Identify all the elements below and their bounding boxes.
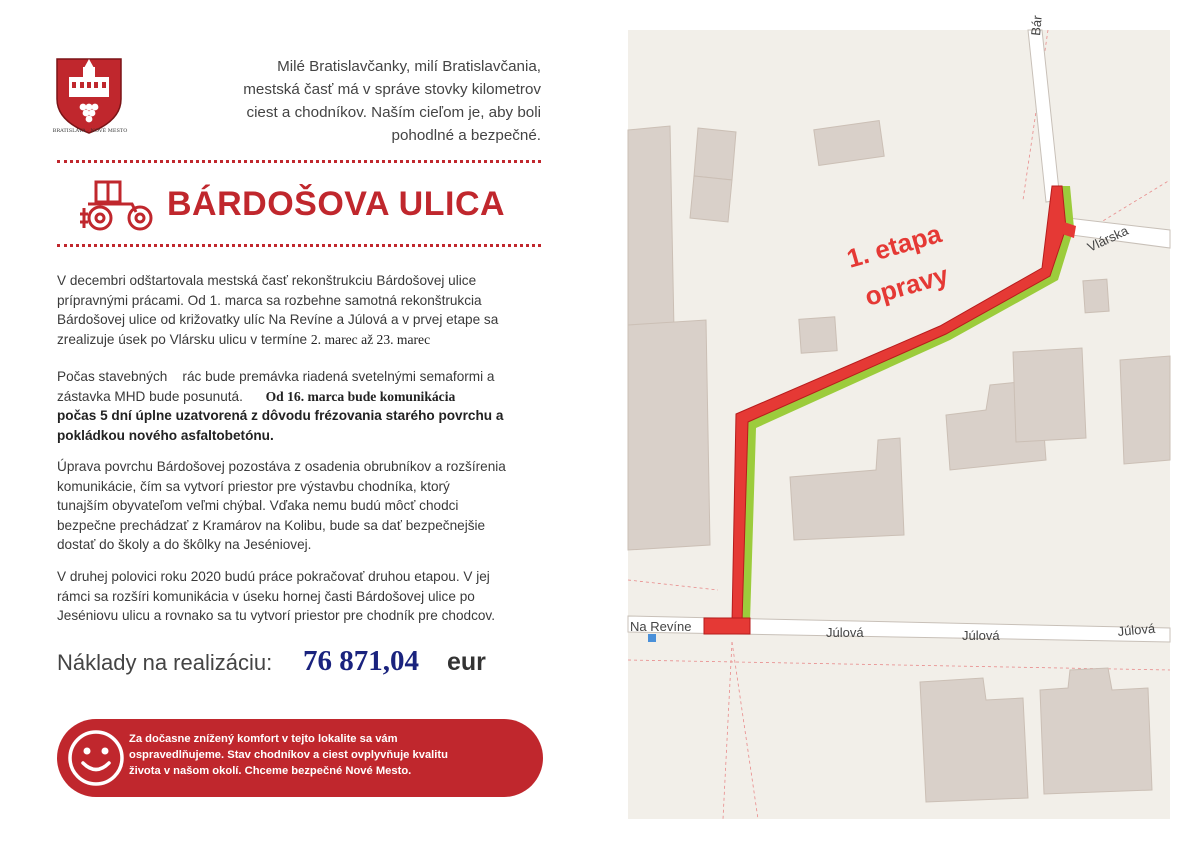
- banner-line: Za dočasne znížený komfort v tejto lokalite sa vám: [129, 733, 398, 745]
- street-label-julova-3: Júlová: [1116, 620, 1156, 639]
- text-line: V decembri odštartovala mestská časť rekonštrukciu Bárdošovej ulice: [57, 273, 477, 288]
- coat-of-arms-logo: [53, 55, 125, 137]
- dotted-divider-bottom: [57, 244, 541, 247]
- text-line: komunikácie, čím sa vytvorí priestor pre výstavbu chodníka, ktorý: [57, 478, 450, 494]
- stage-label-line1: 1. etapa: [843, 218, 945, 274]
- text-line: [57, 330, 545, 350]
- text-line: Bárdošovej ulice od križovatky ulíc Na Revíne a Júlová a v prvej etape sa: [57, 312, 499, 327]
- map-canvas: [628, 14, 1170, 819]
- street-title: BÁRDOŠOVA ULICA: [167, 185, 506, 223]
- stage-dates: 2. marec až 23. marec: [310, 331, 431, 347]
- street-map: [628, 14, 1170, 819]
- street-label-na-revine: Na Revíne: [630, 619, 692, 634]
- intro-line: ciest a chodníkov. Naším cieľom je, aby boli: [246, 104, 541, 121]
- logo-caption: BRATISLAVA · NOVÉ MESTO: [52, 128, 128, 134]
- closure-date: Od 16. marca bude komunikácia: [265, 388, 456, 404]
- apology-banner: [57, 719, 543, 797]
- street-label-julova-1: Júlová: [826, 625, 864, 640]
- intro-line: pohodlné a bezpečné.: [391, 127, 541, 144]
- text-line: Úprava povrchu Bárdošovej pozostáva z osadenia obrubníkov a rozšírenia: [57, 459, 506, 474]
- cost-value: 76 871,04: [303, 645, 419, 677]
- intro-text: [200, 55, 541, 147]
- street-label-julova-2: Júlová: [962, 628, 1000, 643]
- paragraph-improvements: [57, 457, 545, 555]
- paragraph-traffic: [57, 367, 545, 445]
- text-line: Počas stavebných rác bude premávka riadená svetelnými semaformi a: [57, 369, 495, 384]
- text-line: [57, 387, 545, 407]
- repair-junction-bottom: [704, 618, 750, 634]
- street-label-vlarska: Vlárska: [1084, 222, 1131, 255]
- text-line: Jeséniovu ulicu a rovnako sa tu vytvorí priestor pre chodník pre chodcov.: [57, 608, 495, 623]
- banner-line: života v našom okolí. Chceme bezpečné Nové Mesto.: [129, 765, 412, 777]
- text-line: dostať do školy a do škôlky na Jeséniovej.: [57, 537, 312, 552]
- paragraph-second-stage: [57, 567, 545, 626]
- closure-notice-line: počas 5 dní úplne uzatvorená z dôvodu frézovania starého povrchu a: [57, 408, 504, 423]
- text-line: bezpečne prechádzať z Kramárov na Kolibu, bude sa dať bezpečnejšie: [57, 517, 486, 533]
- smiley-icon: [66, 728, 126, 788]
- text-line-part: zástavka MHD bude posunutá.: [57, 388, 243, 404]
- intro-line: Milé Bratislavčanky, milí Bratislavčania,: [277, 58, 541, 75]
- apology-text: [129, 731, 529, 779]
- stage-label-line2: opravy: [861, 259, 952, 312]
- paragraph-intro-works: [57, 271, 545, 349]
- dotted-divider-top: [57, 160, 541, 163]
- street-label-bardosova: Bár: [1028, 14, 1045, 37]
- cost-unit: eur: [447, 648, 486, 676]
- banner-line: ospravedlňujeme. Stav chodníkov a ciest ovplyvňuje kvalitu: [129, 749, 448, 761]
- text-line: prípravnými prácami. Od 1. marca sa rozbehne samotná rekonštrukcia: [57, 292, 482, 308]
- text-line: tunajším obyvateľom veľmi chýbal. Vďaka nemu budú môcť chodci: [57, 498, 459, 513]
- bus-stop-icon: [648, 634, 656, 642]
- intro-line: mestská časť má v správe stovky kilometrov: [243, 81, 541, 98]
- closure-notice-line: pokládkou nového asfaltobetónu.: [57, 427, 274, 443]
- text-line: rámci sa rozšíri komunikácia v úseku hornej časti Bárdošovej ulice po: [57, 588, 475, 604]
- tractor-icon: [80, 178, 158, 232]
- text-line: V druhej polovici roku 2020 budú práce pokračovať druhou etapou. V jej: [57, 569, 490, 584]
- cost-label: Náklady na realizáciu:: [57, 650, 273, 675]
- text-line-part: zrealizuje úsek po Vlársku ulicu v termíne: [57, 331, 311, 347]
